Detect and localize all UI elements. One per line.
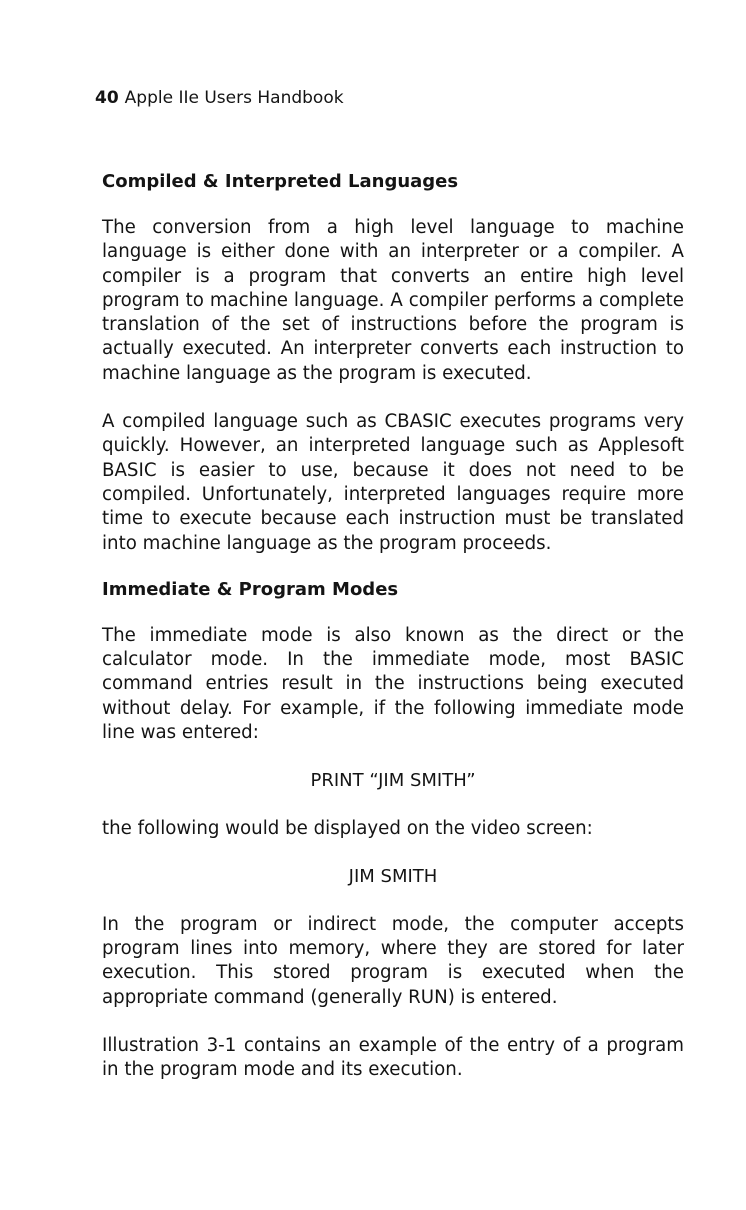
paragraph-immediate-mode: The immediate mode is also known as the direct or the calculator mode. In the immediate mode, most BASIC command entries result in the instructions being executed without delay. For example, if the following immediate mode line was entered: [102, 624, 684, 744]
paragraph-displayed-on-screen: the following would be displayed on the video screen: [102, 818, 593, 840]
running-header [95, 87, 344, 109]
section-heading-immediate-program: Immediate & Program Modes [102, 578, 399, 600]
page-number: 40 [95, 88, 119, 108]
paragraph-conversion: The conversion from a high level language to machine language is either done with an interpreter or a compiler. A compiler is a program that converts an entire high level program to machine language. A compiler performs a complete translation of the set of instructions before the program is actually executed. An interpreter converts each instruction to machine language as the program is executed. [102, 217, 684, 384]
paragraph-illustration-reference: Illustration 3-1 contains an example of the entry of a program in the program mode and its execution. [102, 1034, 684, 1081]
example-screen-output: JIM SMITH [348, 865, 438, 887]
page-body [102, 168, 684, 1082]
paragraph-compiled-language: A compiled language such as CBASIC executes programs very quickly. However, an interpreted language such as Applesoft BASIC is easier to use, because it does not need to be compiled. Unfortunately, interpreted languages require more time to execute because each instruction must be translated into machine language as the program proceeds. [102, 411, 684, 554]
paragraph-program-mode: In the program or indirect mode, the computer accepts program lines into memory, where they are stored for later execution. This stored program is executed when the appropriate command (generally RUN) is entered. [102, 913, 684, 1008]
section-heading-compiled-interpreted: Compiled & Interpreted Languages [102, 171, 459, 192]
example-command-line: PRINT “JIM SMITH” [310, 770, 476, 792]
running-title: Apple IIe Users Handbook [124, 88, 344, 108]
